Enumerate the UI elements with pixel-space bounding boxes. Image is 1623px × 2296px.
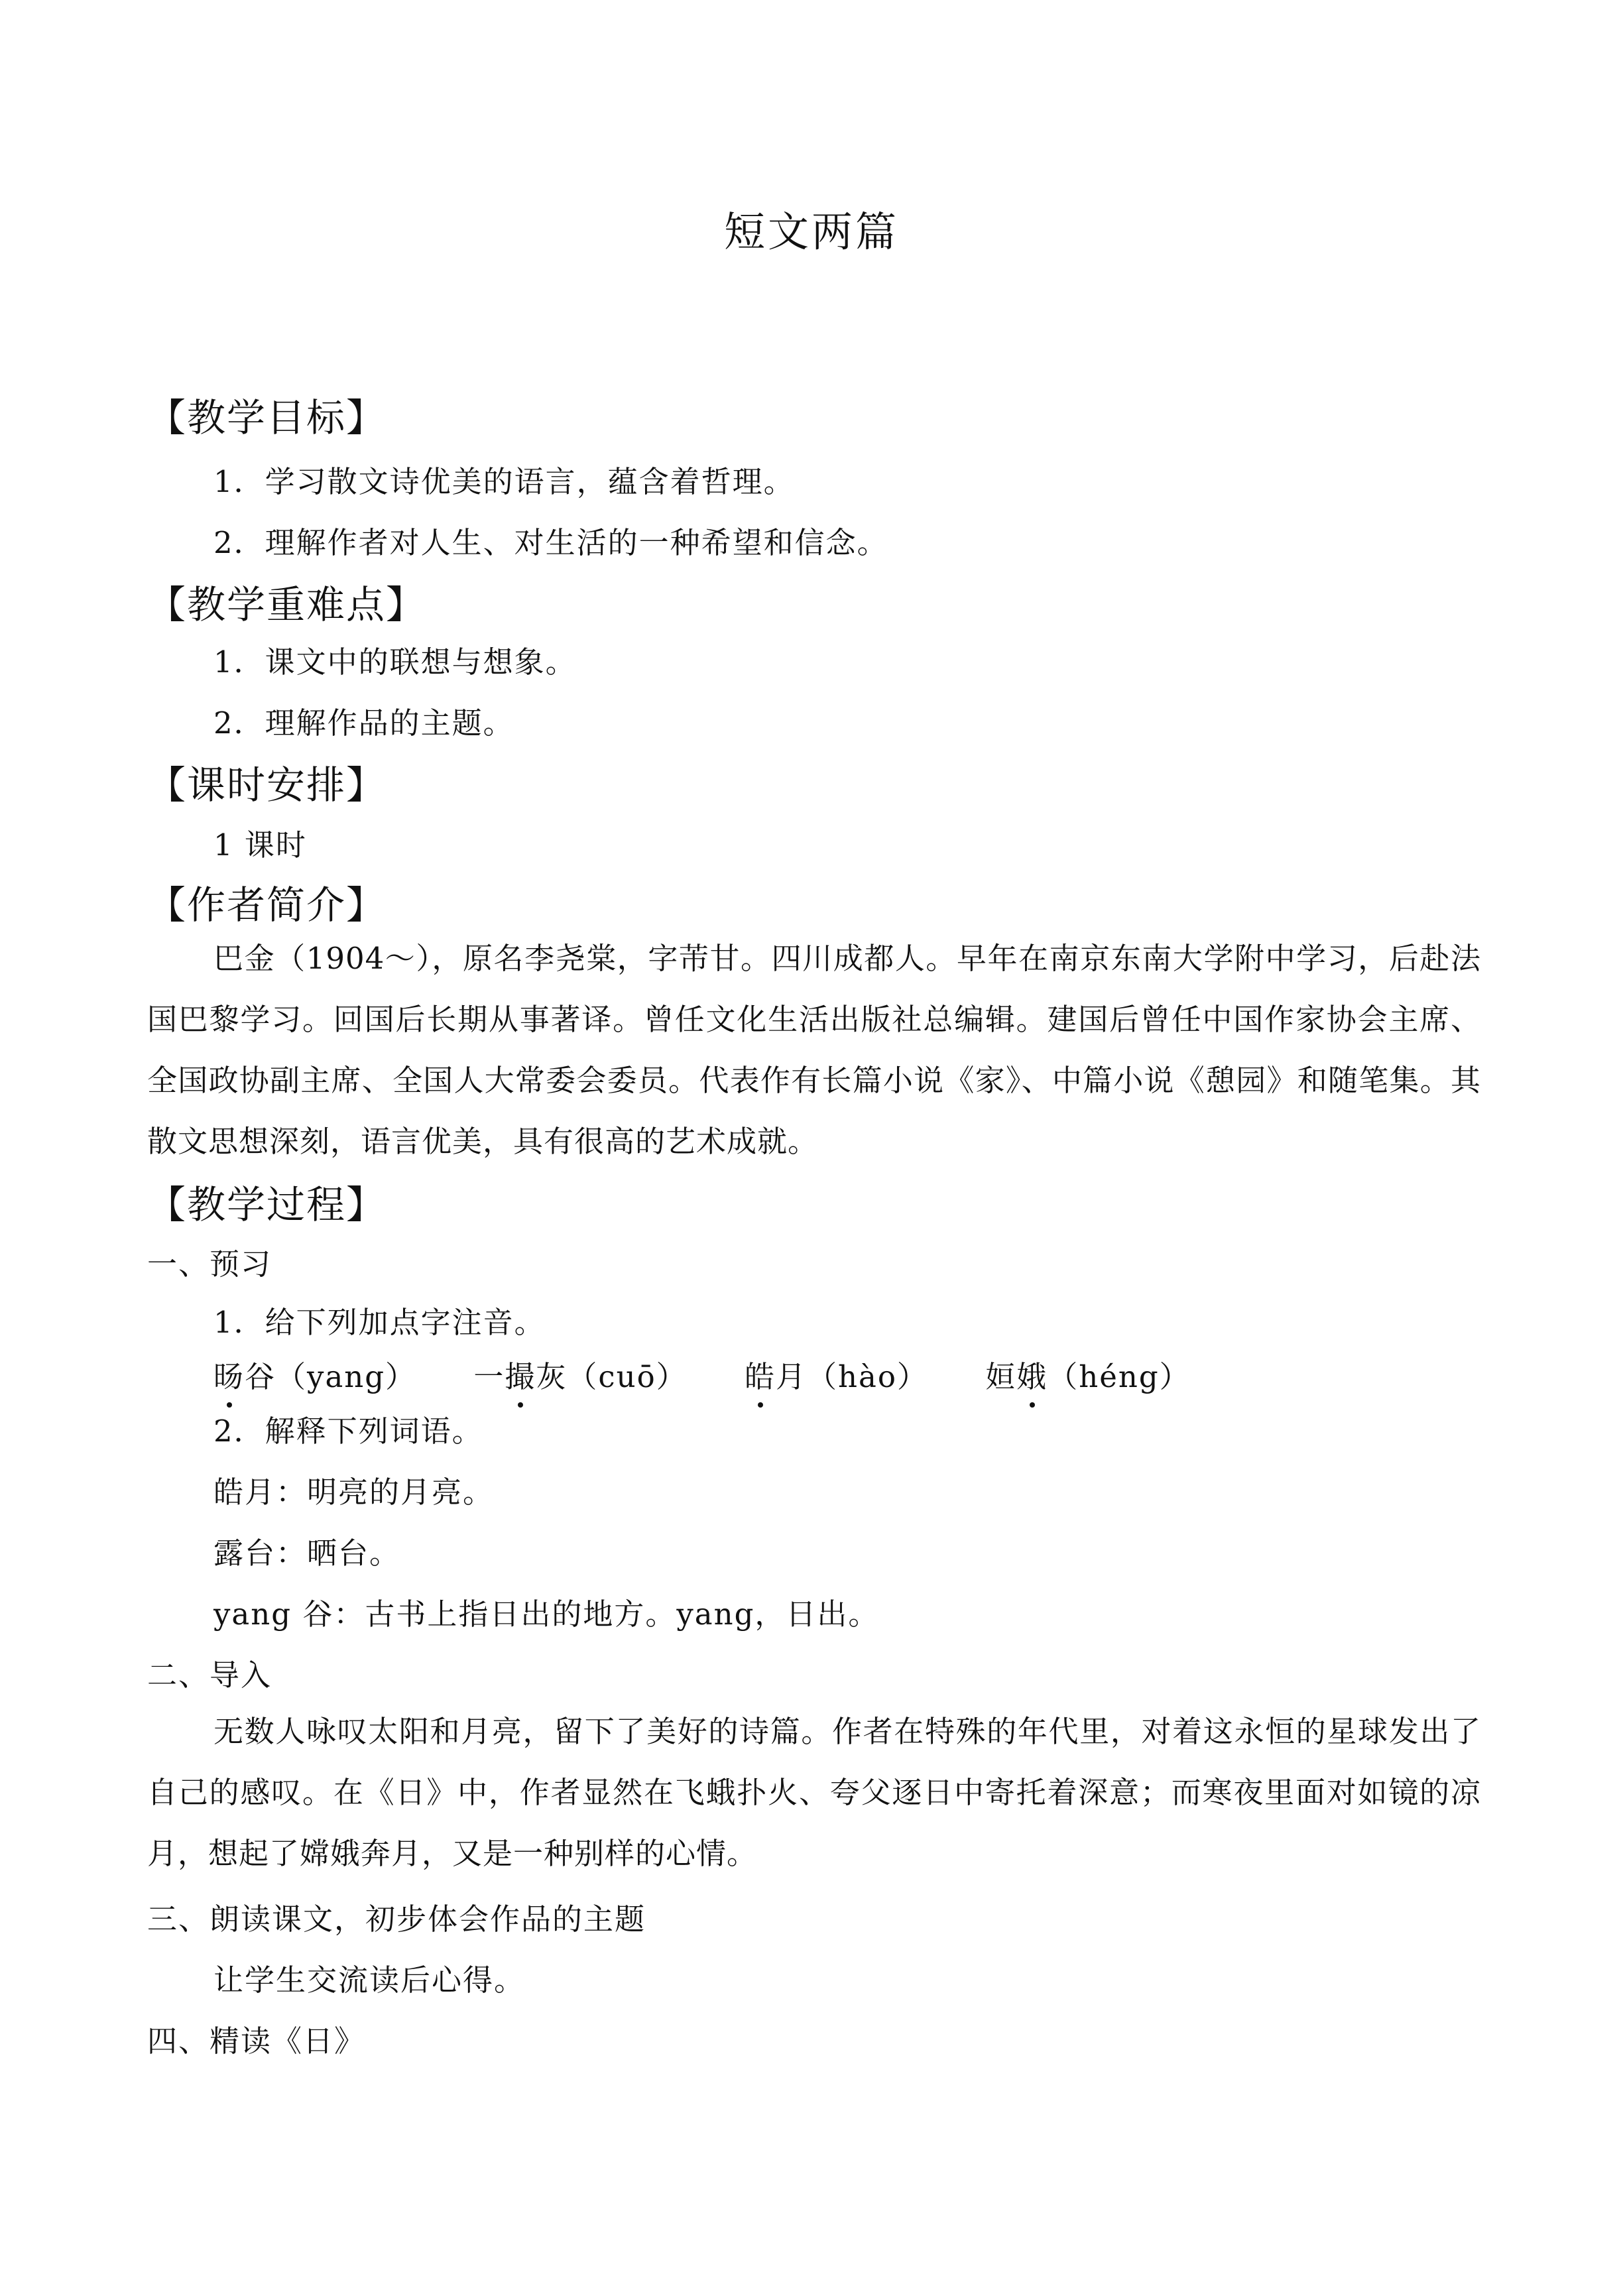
reading-title: 三、朗读课文，初步体会作品的主题 xyxy=(147,1902,646,1937)
word-definition: 皓月：明亮的月亮。 xyxy=(213,1475,495,1510)
word-definition: 露台：晒台。 xyxy=(213,1536,401,1571)
heading-key-points: 【教学重难点】 xyxy=(147,582,426,627)
emphasis-dot-char: 撮 xyxy=(505,1353,536,1396)
pinyin-item: 旸谷（yang） xyxy=(213,1353,416,1396)
emphasis-dot-char: 旸 xyxy=(213,1353,245,1396)
pinyin-item: 一撮灰（cuō） xyxy=(473,1353,687,1396)
key-point-item-2: 2．理解作品的主题。 xyxy=(213,705,514,741)
key-point-item-1: 1．课文中的联想与想象。 xyxy=(213,644,577,680)
heading-teaching-goals: 【教学目标】 xyxy=(147,395,387,440)
reading-text: 让学生交流读后心得。 xyxy=(213,1963,526,1998)
schedule-text: 1 课时 xyxy=(213,827,307,863)
goal-item-1: 1．学习散文诗优美的语言，蕴含着哲理。 xyxy=(213,464,795,499)
goal-item-2: 2．理解作者对人生、对生活的一种希望和信念。 xyxy=(213,525,888,560)
heading-schedule: 【课时安排】 xyxy=(147,762,387,808)
preview-task-1: 1．给下列加点字注音。 xyxy=(213,1305,546,1340)
page-title: 短文两篇 xyxy=(723,208,899,256)
intro-title: 二、导入 xyxy=(147,1658,272,1693)
heading-author-intro: 【作者简介】 xyxy=(147,882,387,928)
intro-paragraph: 无数人咏叹太阳和月亮，留下了美好的诗篇。作者在特殊的年代里，对着这永恒的星球发出了自己的感叹。在《日》中，作者显然在飞蛾扑火、夸父逐日中寄托着深意；而寒夜里面对如镜的凉月，想起了嫦娥奔月，又是一种别样的心情。 xyxy=(147,1714,1481,1871)
word-definition: yang 谷：古书上指日出的地方。yang，日出。 xyxy=(213,1597,880,1632)
emphasis-dot-char: 皓 xyxy=(745,1353,776,1396)
preview-task-2: 2．解释下列词语。 xyxy=(213,1414,483,1449)
pinyin-item: 姮娥（héng） xyxy=(985,1353,1190,1396)
pinyin-list xyxy=(213,1353,1237,1396)
close-reading-title: 四、精读《日》 xyxy=(147,2024,366,2059)
author-intro-paragraph: 巴金（1904～），原名李尧棠，字芾甘。四川成都人。早年在南京东南大学附中学习，后赴法国巴黎学习。回国后长期从事著译。曾任文化生活出版社总编辑。建国后曾任中国作家协会主席、全国政协副主席、全国人大常委会委员。代表作有长篇小说《家》、中篇小说《憩园》和随笔集。其散文思想深刻，语言优美，具有很高的艺术成就。 xyxy=(147,941,1481,1159)
heading-teaching-process: 【教学过程】 xyxy=(147,1182,387,1227)
emphasis-dot-char: 娥 xyxy=(1016,1353,1048,1396)
pinyin-item: 皓月（hào） xyxy=(745,1353,928,1396)
preview-title: 一、预习 xyxy=(147,1246,272,1282)
